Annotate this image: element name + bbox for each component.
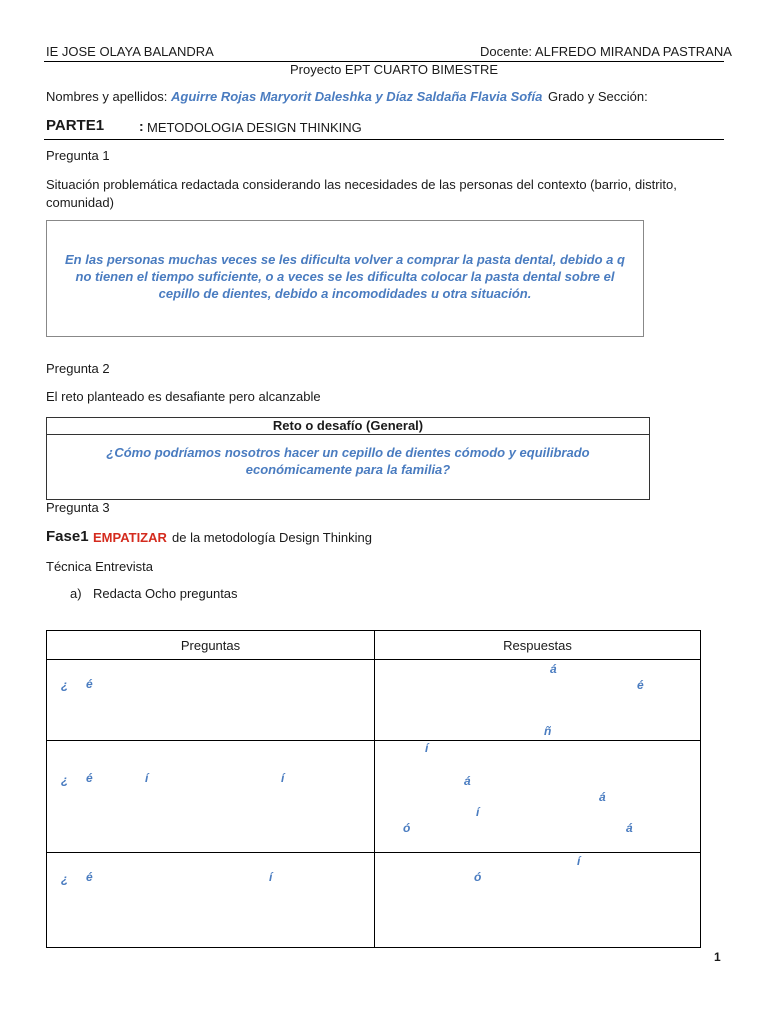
grade-label: Grado y Sección: [548,89,648,104]
table-header-row [47,631,701,660]
question-char: ¿ [61,773,69,787]
answer-char: á [464,774,471,788]
question-char: í [281,771,285,785]
names-label: Nombres y apellidos: [46,89,168,104]
q2-answer: ¿Cómo podríamos nosotros hacer un cepillo de dientes cómodo y equilibrado económicamente para la familia? [106,445,590,477]
phase-title: Fase1 [46,528,89,545]
q2-prompt: El reto planteado es desafiante pero alcanzable [46,389,321,404]
question-cell [47,741,375,853]
question-cell [47,853,375,948]
q1-answer: En las personas muchas veces se les dificulta volver a comprar la pasta dental, debido a q no tienen el tiempo suficiente, o a veces se les dificulta colocar la pasta dental sobre el cepillo de dientes, debido a incomodidades u otra situación. [65,252,625,301]
phase-rest: de la metodología Design Thinking [172,530,372,545]
table-row [47,660,701,741]
answer-char: é [637,678,644,692]
interview-table [46,630,701,948]
q2-box-title: Reto o desafío (General) [272,418,424,433]
answer-cell [375,853,701,948]
question-char: é [86,870,93,884]
col-header-answers: Respuestas [375,631,701,660]
col-header-questions: Preguntas [47,631,375,660]
page-number: 1 [714,950,721,964]
question-char: ¿ [61,872,69,886]
q1-label: Pregunta 1 [46,148,110,163]
question-char: í [269,870,273,884]
answer-char: í [425,741,429,755]
school-name: IE JOSE OLAYA BALANDRA [46,44,214,59]
answer-cell [375,660,701,741]
q3-label: Pregunta 3 [46,500,110,515]
question-char: é [86,771,93,785]
teacher-name: Docente: ALFREDO MIRANDA PASTRANA [480,44,732,59]
names-value: Aguirre Rojas Maryorit Daleshka y Díaz Saldaña Flavia Sofía [171,89,543,104]
answer-char: ó [474,870,482,884]
item-text: Redacta Ocho preguntas [93,586,238,601]
question-char: í [145,771,149,785]
question-char: é [86,677,93,691]
part1-colon: : [139,118,144,134]
item-marker: a) [70,586,82,601]
part1-title: PARTE1 [46,117,105,134]
answer-char: ó [403,821,411,835]
table-row [47,741,701,853]
answer-char: á [599,790,606,804]
technique-label: Técnica Entrevista [46,559,153,574]
table-row [47,853,701,948]
answer-cell [375,741,701,853]
q2-box-divider [46,434,650,435]
q1-prompt: Situación problemática redactada considerando las necesidades de las personas del contexto (barrio, distrito, comunidad) [46,177,677,210]
answer-char: í [476,805,480,819]
q2-label: Pregunta 2 [46,361,110,376]
answer-char: á [626,821,633,835]
answer-char: á [550,662,557,676]
part1-subtitle: METODOLOGIA DESIGN THINKING [147,120,362,135]
answer-char: í [577,854,581,868]
part1-divider [44,139,724,140]
phase-word: EMPATIZAR [93,530,167,545]
question-char: ¿ [61,678,69,692]
project-title: Proyecto EPT CUARTO BIMESTRE [290,62,499,77]
answer-char: ñ [544,724,552,738]
question-cell [47,660,375,741]
